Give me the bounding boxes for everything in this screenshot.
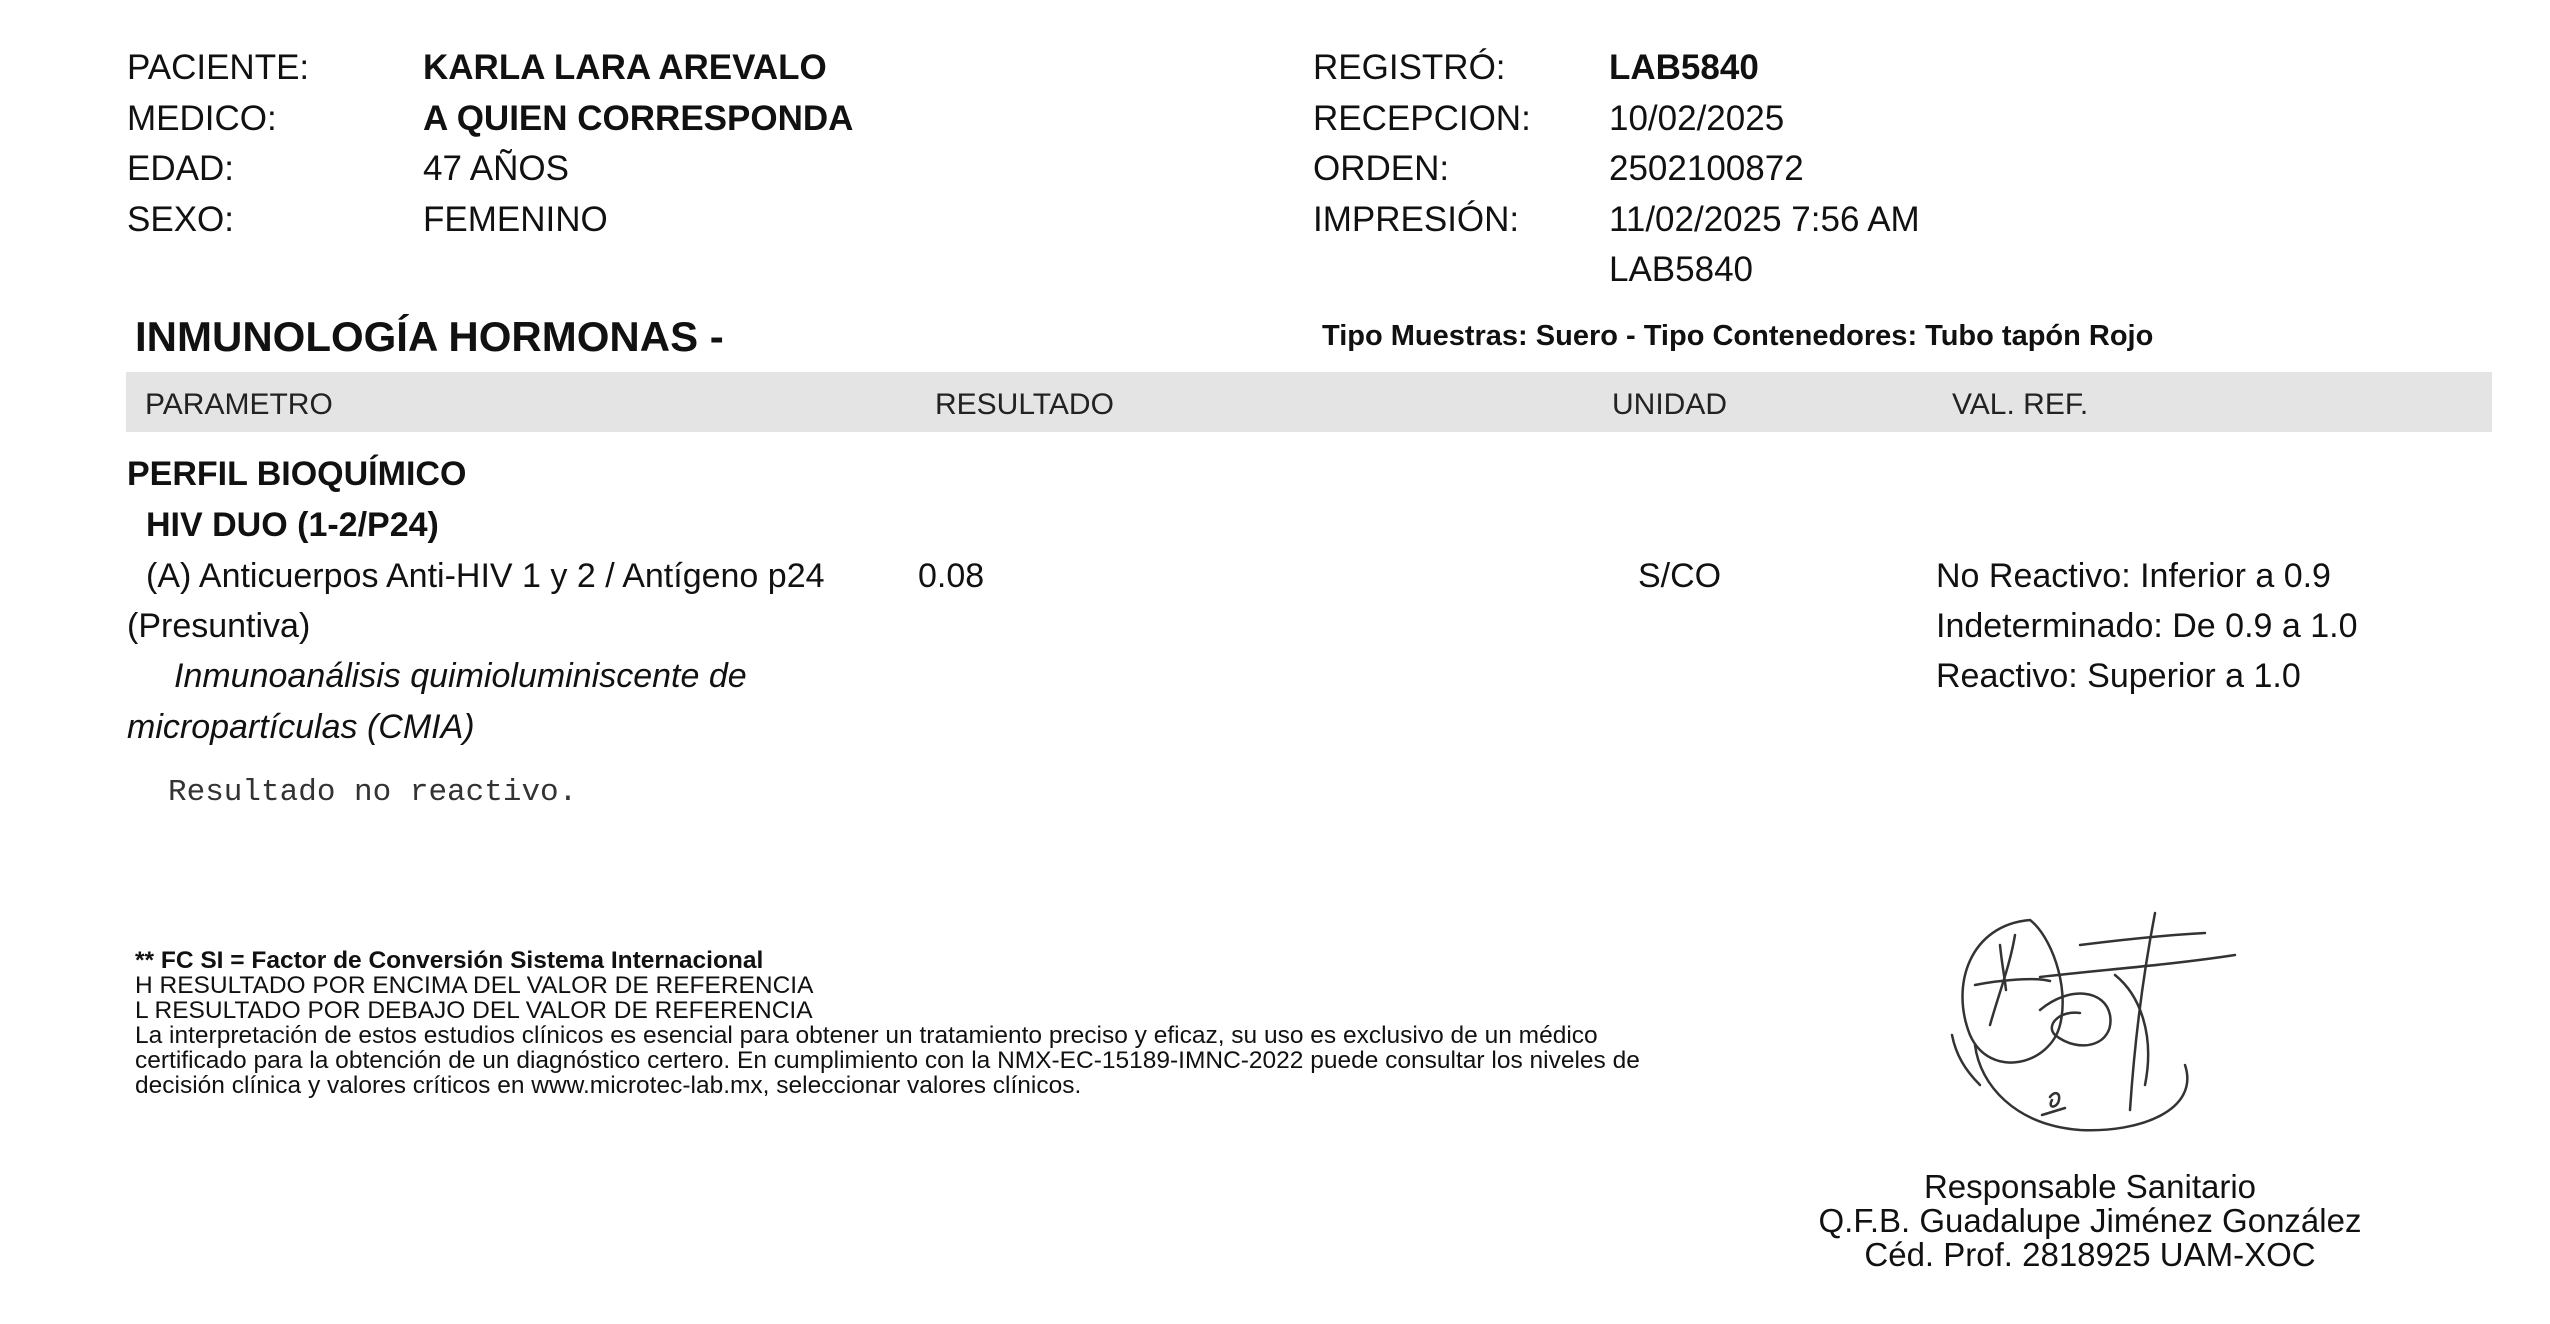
print-date: 11/02/2025 7:56 AM: [1609, 200, 1920, 239]
reception-label: RECEPCION:: [1313, 99, 1531, 138]
signature-block: [1800, 1170, 2380, 1272]
fc-note: ** FC SI = Factor de Conversión Sistema Internacional: [135, 947, 764, 974]
h-note: H RESULTADO POR ENCIMA DEL VALOR DE REFERENCIA: [135, 972, 814, 999]
sample-type: Tipo Muestras: Suero - Tipo Contenedores: Tubo tapón Rojo: [1322, 320, 2154, 352]
group-title: PERFIL BIOQUÍMICO: [127, 455, 467, 493]
age-label: EDAD:: [127, 149, 234, 188]
header-parameter: PARAMETRO: [145, 388, 333, 421]
table-header: [126, 372, 2492, 432]
header-ref-values: VAL. REF.: [1952, 388, 2089, 421]
registered-label: REGISTRÓ:: [1313, 48, 1506, 87]
l-note: L RESULTADO POR DEBAJO DEL VALOR DE REFERENCIA: [135, 997, 813, 1024]
sex-label: SEXO:: [127, 200, 234, 239]
patient-name: KARLA LARA AREVALO: [423, 48, 827, 87]
reception-date: 10/02/2025: [1609, 99, 1785, 138]
disclaimer-line-2: certificado para la obtención de un diagnóstico certero. En cumplimiento con la NMX-EC-15189-IMNC-2022 puede consultar los niveles de: [135, 1047, 1640, 1074]
signature-image: [1930, 895, 2260, 1145]
sex-value: FEMENINO: [423, 200, 608, 239]
ref-value-reactive: Reactivo: Superior a 1.0: [1936, 657, 2301, 695]
age-value: 47 AÑOS: [423, 149, 569, 188]
unit-value: S/CO: [1638, 557, 1722, 595]
ref-value-nonreactive: No Reactivo: Inferior a 0.9: [1936, 557, 2331, 595]
signer-role: Responsable Sanitario: [1923, 1168, 2257, 1205]
doctor-name: A QUIEN CORRESPONDA: [423, 99, 854, 138]
print-user: LAB5840: [1609, 250, 1754, 289]
footer-notes: [135, 948, 1640, 1098]
registered-value: LAB5840: [1609, 48, 1759, 87]
header-result: RESULTADO: [935, 388, 1114, 421]
method-line-2: micropartículas (CMIA): [127, 708, 475, 746]
print-label: IMPRESIÓN:: [1313, 200, 1520, 239]
method-line-1: Inmunoanálisis quimioluminiscente de: [174, 657, 747, 695]
result-comment: Resultado no reactivo.: [168, 775, 578, 810]
test-name: HIV DUO (1-2/P24): [146, 506, 439, 544]
doctor-label: MEDICO:: [127, 99, 277, 138]
signer-license: Céd. Prof. 2818925 UAM-XOC: [1864, 1236, 2316, 1273]
disclaimer-line-3: decisión clínica y valores críticos en www.microtec-lab.mx, seleccionar valores clínicos.: [135, 1072, 1082, 1099]
header-unit: UNIDAD: [1612, 388, 1728, 421]
section-title: INMUNOLOGÍA HORMONAS -: [135, 313, 724, 360]
patient-label: PACIENTE:: [127, 48, 310, 87]
order-label: ORDEN:: [1313, 149, 1450, 188]
signer-name: Q.F.B. Guadalupe Jiménez González: [1818, 1202, 2362, 1239]
parameter-note: (Presuntiva): [127, 607, 311, 645]
ref-value-indeterminate: Indeterminado: De 0.9 a 1.0: [1936, 607, 2358, 645]
order-number: 2502100872: [1609, 149, 1804, 188]
result-value: 0.08: [918, 557, 985, 595]
parameter-name: (A) Anticuerpos Anti-HIV 1 y 2 / Antígeno p24: [146, 557, 825, 595]
disclaimer-line-1: La interpretación de estos estudios clínicos es esencial para obtener un tratamiento preciso y eficaz, su uso es exclusivo de un médico: [135, 1022, 1598, 1049]
